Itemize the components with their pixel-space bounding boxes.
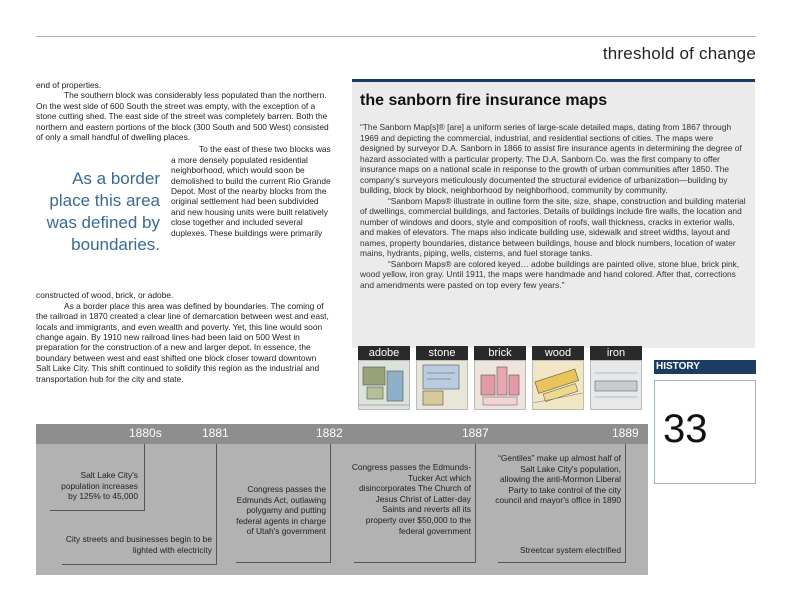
timeline-event: Streetcar system electrified bbox=[520, 545, 621, 555]
body-paragraph: end of properties. bbox=[36, 80, 102, 90]
wood-map-drawing bbox=[533, 361, 583, 409]
timeline-leader-line bbox=[625, 444, 626, 562]
iron-map-drawing bbox=[591, 361, 641, 409]
thumbnail-label: brick bbox=[474, 346, 526, 360]
timeline-leader-line bbox=[236, 562, 331, 563]
iron-map-image bbox=[590, 360, 642, 410]
adobe-map-image bbox=[358, 360, 410, 410]
timeline-year: 1887 bbox=[462, 426, 489, 440]
sanborn-feature-box bbox=[352, 79, 755, 348]
history-label: HISTORY bbox=[654, 360, 756, 374]
thumbnail-wood bbox=[532, 346, 584, 410]
timeline-year: 1880s bbox=[129, 426, 162, 440]
body-paragraph: The southern block was considerably less populated than the northern. On the west side of 600 South the street was empty, with the exception of a stone cutting shed. The east side of the street was completely barren. Both the northern and eastern portions of the block (300 South and 500 West) consisted of only a small handful of dwelling places. bbox=[36, 90, 329, 143]
stone-map-image bbox=[416, 360, 468, 410]
timeline-leader-line bbox=[216, 444, 217, 564]
feature-text bbox=[360, 122, 747, 290]
top-divider bbox=[36, 36, 756, 37]
adobe-map-drawing bbox=[359, 361, 409, 409]
pull-quote: As a border place this area was defined by boundaries. bbox=[46, 169, 160, 255]
timeline-leader-line bbox=[330, 444, 331, 562]
page-number: 33 bbox=[663, 407, 708, 451]
timeline bbox=[36, 424, 648, 575]
body-text-column bbox=[36, 80, 332, 384]
timeline-year: 1889 bbox=[612, 426, 639, 440]
thumbnail-iron bbox=[590, 346, 642, 410]
thumbnail-label: stone bbox=[416, 346, 468, 360]
thumbnail-brick bbox=[474, 346, 526, 410]
feature-paragraph: “Sanborn Maps® are colored keyed… adobe buildings are painted olive, stone blue, brick pink, wood yellow, iron gray. Until 1911, the maps were handmade and hand colored. After that, corrections and amendments were pasted on top every few years.” bbox=[360, 258, 740, 290]
body-paragraph: To the east of these two blocks was a more densely populated residential neighborhood, which would soon be demolished to build the current Rio Grande Depot. Most of the nearby blocks from the original settlement had been subdivided and new housing units were built relatively close together and included several duplexes. These buildings were primarily bbox=[171, 144, 331, 238]
timeline-leader-line bbox=[144, 444, 145, 510]
feature-paragraph: “The Sanborn Map[s]® [are] a uniform series of large-scale detailed maps, dating from 1867 through 1969 and depicting the commercial, industrial, and residential sections of cities. The maps were designed by surveyor D.A. Sanborn in 1866 to assist fire insurance agents in determining the degree of hazard associated with a particular property. The D.A. Sanborn Co. was the first company to offer insurance maps on a national scale in response to the growth of urban communities after 1850. The company's surveyors meticulously documented the structural evidence of urbanization—building by building, block by block, neighborhood by neighborhood, community by community. bbox=[360, 122, 742, 195]
timeline-event: City streets and businesses begin to be lighted with electricity bbox=[65, 534, 212, 555]
thumbnail-label: iron bbox=[590, 346, 642, 360]
thumbnail-label: wood bbox=[532, 346, 584, 360]
page-number-box bbox=[654, 380, 756, 484]
timeline-year: 1881 bbox=[202, 426, 229, 440]
pull-quote-block bbox=[36, 144, 332, 290]
brick-map-drawing bbox=[475, 361, 525, 409]
timeline-event: “Gentiles” make up almost half of Salt Lake City's population, allowing the anti-Mormon Liberal Party to take control of the city council and mayor's office in 1890 bbox=[495, 453, 621, 506]
timeline-leader-line bbox=[475, 444, 476, 562]
thumbnail-adobe bbox=[358, 346, 410, 410]
timeline-leader-line bbox=[50, 510, 145, 511]
timeline-event: Congress passes the Edmunds-Tucker Act which disincorporates The Church of Jesus Christ of Latter-day Saints and reverts all its property over $50,000 to the federal government bbox=[351, 462, 471, 536]
timeline-event: Congress passes the Edmunds Act, outlawing polygamy and putting federal agents in charge of Utah's government bbox=[236, 484, 326, 537]
page-header-title: threshold of change bbox=[602, 44, 756, 63]
timeline-leader-line bbox=[62, 564, 217, 565]
wood-map-image bbox=[532, 360, 584, 410]
feature-title: the sanborn fire insurance maps bbox=[360, 92, 608, 109]
timeline-event: Salt Lake City's population increases by 125% to 45,000 bbox=[61, 470, 138, 502]
timeline-leader-line bbox=[354, 562, 476, 563]
brick-map-image bbox=[474, 360, 526, 410]
stone-map-drawing bbox=[417, 361, 467, 409]
feature-paragraph: “Sanborn Maps® illustrate in outline form the site, size, shape, construction and building material of dwellings, commercial buildings, and factories. Details of buildings include fire walls, the location and number of windows and doors, style and composition of roofs, wall thickness, cracks in exterior walls, and makes of elevators. The maps also indicate building use, sidewalk and street widths, layout and names, property boundaries, distance between buildings, house and block numbers, location of water mains, hydrants, piping, wells, cisterns, and fuel storage tanks. bbox=[360, 195, 746, 258]
timeline-leader-line bbox=[498, 562, 626, 563]
thumbnail-stone bbox=[416, 346, 468, 410]
map-thumbnails bbox=[358, 346, 642, 410]
body-paragraph: As a border place this area was defined by boundaries. The coming of the railroad in 1870 created a clear line of demarcation between west and east, locals and immigrants, and even wealth and poverty. Yet, this line would soon change again. By 1910 new railroad lines had been laid on 500 West in preparation for the construction of a new and larger depot. In essence, the boundary between west and east shifted one block closer toward downtown Salt Lake City. This shift continued to solidify this region as the industrial and transportation hub for the city and state. bbox=[36, 300, 329, 384]
body-paragraph: constructed of wood, brick, or adobe. bbox=[36, 290, 174, 301]
timeline-year: 1882 bbox=[316, 426, 343, 440]
thumbnail-label: adobe bbox=[358, 346, 410, 360]
